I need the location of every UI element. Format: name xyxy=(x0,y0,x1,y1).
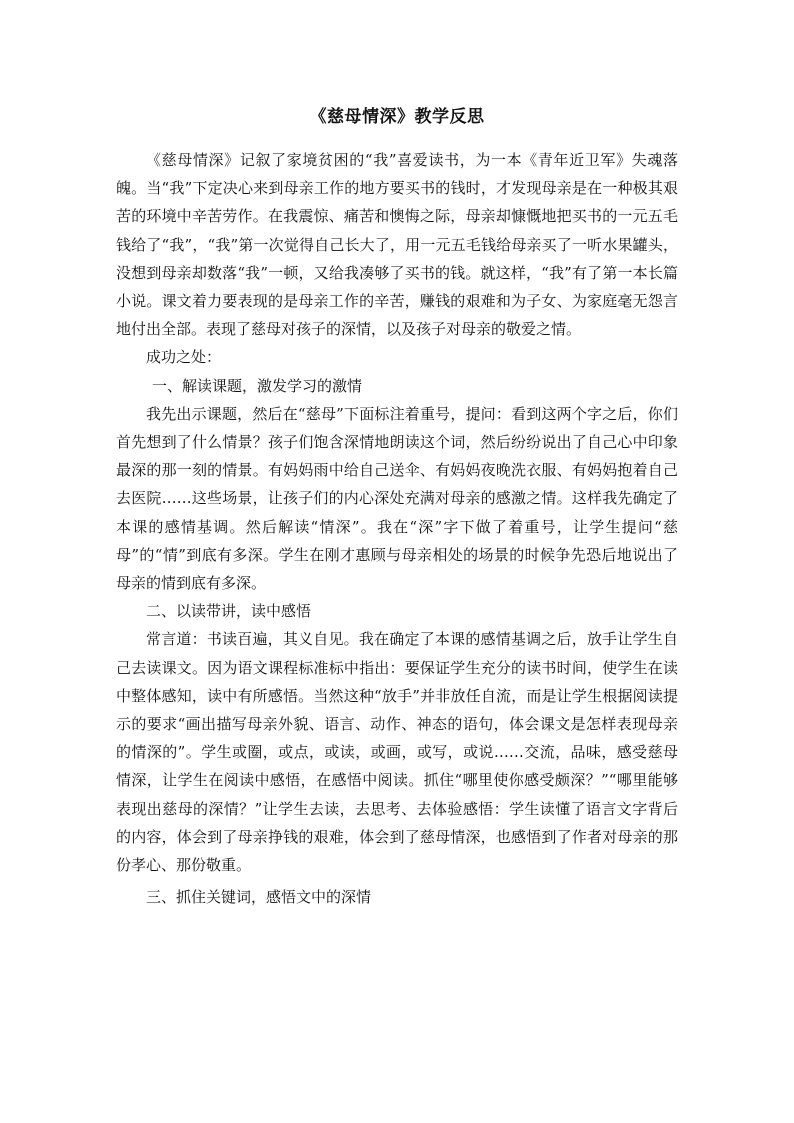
section-label-success: 成功之处： xyxy=(146,348,222,367)
section-heading-3: 三、抓住关键词，感悟文中的深情 xyxy=(146,888,372,907)
intro-paragraph: 《慈母情深》记叙了家境贫困的“我”喜爱读书，为一本《青年近卫军》失魂落魄。当“我”下定决心来到母亲工作的地方要买书的钱时，才发现母亲是在一种极其艰苦的环境中辛苦劳作。在我震惊、痛苦和懊悔之际，母亲却慷慨地把买书的一元五毛钱给了“我”，“我”第一次觉得自己长大了，用一元五毛钱给母亲买了一听水果罐头，没想到母亲却数落“我”一顿，又给我凑够了买书的钱。就这样，“我”有了第一本长篇小说。课文着力要表现的是母亲工作的辛苦，赚钱的艰难和为子女、为家庭毫无怨言地付出全部。表现了慈母对孩子的深情，以及孩子对母亲的敬爱之情。 xyxy=(116,151,678,339)
document-body xyxy=(116,104,678,911)
section-paragraph-2: 常言道：书读百遍，其义自见。我在确定了本课的感情基调之后，放手让学生自己去读课文。因为语文课程标准标中指出：要保证学生充分的读书时间，使学生在读中整体感知，读中有所感悟。当然这种“放手”并非放任自流，而是让学生根据阅读提示的要求“画出描写母亲外貌、语言、动作、神态的语句，体会课文是怎样表现母亲的情深的”。学生或圈，或点，或读，或画，或写，或说……交流，品味，感受慈母情深，让学生在阅读中感悟，在感悟中阅读。抓住“哪里使你感受颇深？”“哪里能够表现出慈母的深情？”让学生去读，去思考、去体验感悟：学生读懂了语言文字背后的内容，体会到了母亲挣钱的艰难，体会到了慈母情深，也感悟到了作者对母亲的那份孝心、那份敬重。 xyxy=(116,630,678,875)
section-heading-2: 二、以读带讲，读中感悟 xyxy=(146,602,312,621)
section-heading-1: 一、解读课题，激发学习的激情 xyxy=(152,376,363,395)
section-paragraph-1: 我先出示课题，然后在“慈母”下面标注着重号，提问：看到这两个字之后，你们首先想到了什么情景？孩子们饱含深情地朗读这个词，然后纷纷说出了自己心中印象最深的那一刻的情景。有妈妈雨中给自己送伞、有妈妈夜晚洗衣服、有妈妈抱着自己去医院……这些场景，让孩子们的内心深处充满对母亲的感激之情。这样我先确定了本课的感情基调。然后解读“情深”。我在“深”字下做了着重号，让学生提问“慈母”的“情”到底有多深。学生在刚才惠顾与母亲相处的场景的时候争先恐后地说出了母亲的情到底有多深。 xyxy=(116,404,678,593)
document-title: 《慈母情深》教学反思 xyxy=(309,107,485,127)
